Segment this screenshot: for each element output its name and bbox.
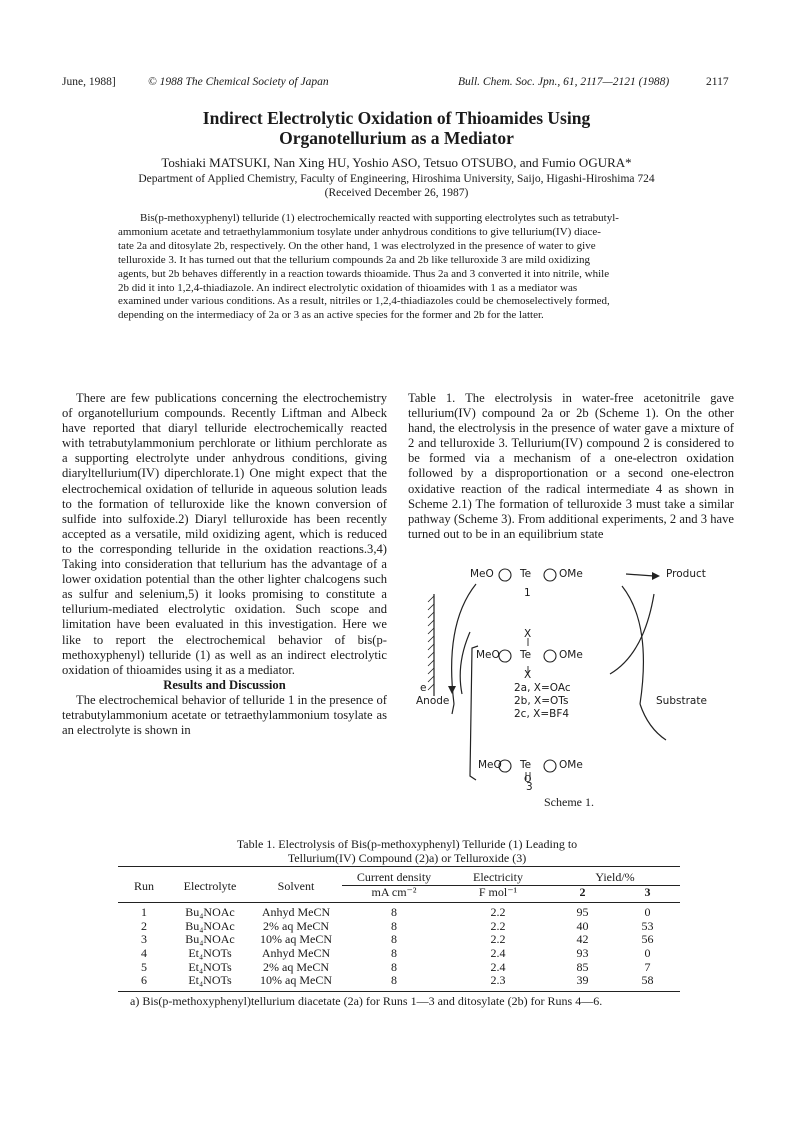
mol3-meo: MeO [478, 759, 502, 771]
compound-1-label: 1 [524, 587, 531, 599]
variant-2b: 2b, X=OTs [514, 695, 569, 707]
abstract-line: depending on the intermediacy of 2a or 3 as an active species for the former and 2b for the latter. [118, 309, 544, 322]
mol1-meo: MeO [470, 568, 494, 580]
table-1 [118, 866, 680, 992]
cell-yield-3: 0 [644, 905, 651, 920]
header-yield-3: 3 [615, 885, 680, 903]
compound-3-label: 3 [526, 781, 533, 793]
left-inner-arc [460, 632, 470, 694]
intro-paragraph: There are few publications concerning the electrochemistry of organotellurium compounds. Recently Liftman and Albeck have reported that diaryl telluride electrochemically reacted with tetrabutylammonium perchlorate or lithium perchlorate as a supporting electrolyte under anhydrous conditions, giving diaryltellurium(IV) diperchlorate.1) One might expect that the electrochemical oxidation of telluride in aqueous solution leads to the formation of telluroxide like the known conversion of sulfide into sulfoxide.2) Diaryl telluroxide has been recently accepted as a versatile, mild oxidizing agent, which is reduced to the corresponding telluride in the oxidation reactions.3,4) Taking into consideration that tellurium has the advantage of a lower oxidation potential than the other lighter chalcogens such as sulfur and selenium,5) it looks promising to constitute a tellurium-mediated electrolytic oxidation. Such scope and limitation have been evaluated in this investigation. Here we like to report the electrochemical behavior of bis(p-methoxyphenyl) telluride (1) as well as an indirect electrolytic oxidation of thioamides using it as a mediator. [62, 391, 387, 677]
author-list: Toshiaki MATSUKI, Nan Xing HU, Yoshio ASO, Tetsuo OTSUBO, and Fumio OGURA* [161, 155, 632, 170]
header-yield-2: 2 [550, 885, 615, 903]
cell-electricity: 2.2 [490, 918, 506, 933]
cell-yield-3: 56 [641, 932, 654, 947]
table-row [118, 947, 680, 961]
right-column [408, 391, 734, 542]
cell-yield-3: 58 [641, 973, 654, 988]
cell-yield-3: 7 [644, 959, 651, 974]
mol2-te: Te [520, 649, 532, 661]
left-lower-arrow [452, 704, 454, 714]
x-bottom: X [524, 669, 532, 681]
abstract-line: telluroxide 3. It has turned out that the tellurium compounds 2a and 2b like telluroxide 3 are mild oxidizing [118, 253, 590, 266]
cell-electrolyte: Bu₄NOAc [185, 932, 235, 947]
abstract-line: Bis(p-methoxyphenyl) telluride (1) electrochemically reacted with supporting electrolytes such as tetrabutyl- [140, 212, 619, 224]
results-paragraph: The electrochemical behavior of telluride 1 in the presence of tetrabutylammonium acetate or tetraethylammonium tosylate as an electrolyte is shown in [62, 692, 387, 738]
cell-run: 1 [141, 905, 147, 920]
header-electricity: Electricity [473, 870, 523, 884]
cell-solvent: 2% aq MeCN [263, 918, 329, 933]
mol3-ome: OMe [559, 759, 583, 771]
header-current-density: Current density [356, 870, 432, 884]
cell-electricity: 2.4 [490, 945, 506, 960]
affiliation: Department of Applied Chemistry, Faculty of Engineering, Hiroshima University, Saijo, Higashi-Hiroshima 724 [138, 173, 655, 185]
abstract [118, 212, 696, 323]
copyright-line: © 1988 The Chemical Society of Japan [148, 76, 329, 88]
header-electricity-unit: F mol⁻¹ [446, 885, 550, 903]
running-header-date: June, 1988] [62, 76, 116, 88]
mol1-ome: OMe [559, 568, 583, 580]
table-row [118, 903, 680, 920]
substrate-label: Substrate [656, 695, 707, 707]
mol2-ome: OMe [559, 649, 583, 661]
title-line-1: Indirect Electrolytic Oxidation of Thioamides Using [202, 108, 591, 128]
header-electrolyte: Electrolyte [183, 878, 237, 893]
x-top: X [524, 628, 532, 640]
cell-solvent: 10% aq MeCN [260, 973, 332, 988]
header-solvent: Solvent [277, 878, 315, 893]
title-line-2: Organotellurium as a Mediator [279, 128, 514, 148]
mol3-te: Te [520, 759, 532, 771]
cell-electricity: 2.4 [490, 959, 506, 974]
cell-electrolyte: Bu₄NOAc [185, 918, 235, 933]
oxygen-label: O [524, 774, 532, 785]
right-paragraph: Table 1. The electrolysis in water-free acetonitrile gave tellurium(IV) compound 2a or 2b (Scheme 1). On the other hand, the electrolysis in the presence of water gave a mixture of 2 and telluroxide 3. Tellurium(IV) compound 2 is considered to be formed via a mechanism of a one-electron oxidation followed by a disproportionation or a second one-electron oxidative reaction of the radical intermediate 4 as shown in Scheme 2.1) The formation of telluroxide 3 must take a similar pathway (Scheme 3). From additional experiments, 2 and 3 have turned out to be in an equilibrium state [408, 391, 734, 541]
scheme-1 [404, 554, 734, 792]
cell-solvent: Anhyd MeCN [261, 905, 331, 920]
cell-current: 8 [391, 973, 397, 988]
right-arc-inner [610, 594, 654, 674]
arrow-head [448, 686, 456, 694]
header-yield: Yield/% [595, 870, 635, 884]
table-caption [118, 837, 696, 865]
electron-label: e [420, 682, 427, 694]
table-row [118, 920, 680, 934]
substrate-arc [640, 704, 666, 740]
abstract-line: tate 2a and ditosylate 2b, respectively. On the other hand, 1 was electrolyzed in the presence of water to give [118, 239, 596, 252]
left-column [62, 391, 387, 738]
header-run: Run [133, 878, 154, 893]
cell-yield-2: 42 [576, 932, 589, 947]
journal-citation: Bull. Chem. Soc. Jpn., 61, 2117—2121 (1988) [458, 76, 670, 88]
cell-electricity: 2.3 [490, 973, 506, 988]
cell-yield-3: 53 [641, 918, 654, 933]
cell-electrolyte: Et₄NOTs [188, 973, 232, 988]
cell-solvent: 2% aq MeCN [263, 959, 329, 974]
page-number: 2117 [706, 76, 729, 88]
cell-electricity: 2.2 [490, 932, 506, 947]
cell-current: 8 [391, 959, 397, 974]
table-row [118, 974, 680, 991]
cell-yield-2: 85 [576, 959, 589, 974]
cell-solvent: Anhyd MeCN [261, 945, 331, 960]
cell-current: 8 [391, 932, 397, 947]
table-row [118, 933, 680, 947]
variant-2c: 2c, X=BF4 [514, 708, 570, 720]
header-current-unit: mA cm⁻² [342, 885, 446, 903]
cell-run: 3 [141, 932, 147, 947]
article-title [0, 108, 793, 148]
product-label: Product [666, 568, 706, 580]
abstract-line: ammonium acetate and tetraethylammonium tosylate under anhydrous conditions to give tellurium(IV) diace- [118, 225, 601, 238]
product-arrow [626, 574, 654, 576]
mol1-te: Te [520, 568, 532, 580]
cell-run: 6 [141, 973, 147, 988]
affiliation-block [0, 172, 793, 200]
received-date: (Received December 26, 1987) [324, 187, 469, 199]
cell-yield-2: 95 [576, 905, 589, 920]
mol2-meo: MeO [476, 649, 500, 661]
cell-run: 4 [141, 945, 147, 960]
cell-electricity: 2.2 [490, 905, 506, 920]
cell-solvent: 10% aq MeCN [260, 932, 332, 947]
cell-run: 2 [141, 918, 147, 933]
cell-electrolyte: Et₄NOTs [188, 959, 232, 974]
abstract-line: examined under various conditions. As a result, nitriles or 1,2,4-thiadiazoles could be chemoselectively formed, [118, 295, 610, 308]
product-arrowhead [652, 572, 660, 580]
table-caption-line-2: Tellurium(IV) Compound (2)a) or Telluroxide (3) [287, 851, 527, 865]
cell-electrolyte: Et₄NOTs [188, 945, 232, 960]
section-heading: Results and Discussion [163, 677, 286, 692]
cell-electrolyte: Bu₄NOAc [185, 905, 235, 920]
right-arc-top [622, 586, 643, 704]
table-caption-line-1: Table 1. Electrolysis of Bis(p-methoxyphenyl) Telluride (1) Leading to [236, 837, 578, 851]
cell-yield-3: 0 [644, 945, 651, 960]
table-row [118, 961, 680, 975]
cell-yield-2: 39 [576, 973, 589, 988]
variant-2a: 2a, X=OAc [514, 682, 571, 694]
compound-bracket [470, 646, 478, 780]
anode-label: Anode [416, 695, 450, 707]
cell-current: 8 [391, 945, 397, 960]
table-footnote: a) Bis(p-methoxyphenyl)tellurium diacetate (2a) for Runs 1—3 and ditosylate (2b) for Runs 4—6. [130, 994, 603, 1008]
abstract-line: agents, but 2b behaves differently in a reaction towards thioamide. Thus 2a and 3 converted it into nitrile, while [118, 267, 610, 280]
cell-yield-2: 40 [576, 918, 589, 933]
scheme-caption: Scheme 1. [544, 795, 594, 809]
electrode-hatching [428, 596, 434, 690]
cell-yield-2: 93 [576, 945, 589, 960]
cell-current: 8 [391, 905, 397, 920]
cell-run: 5 [141, 959, 147, 974]
scheme-drawing [404, 554, 734, 792]
abstract-line: 2b did it into 1,2,4-thiadiazole. An indirect electrolytic oxidation of thioamides with 1 as a mediator was [118, 281, 578, 294]
cell-current: 8 [391, 918, 397, 933]
